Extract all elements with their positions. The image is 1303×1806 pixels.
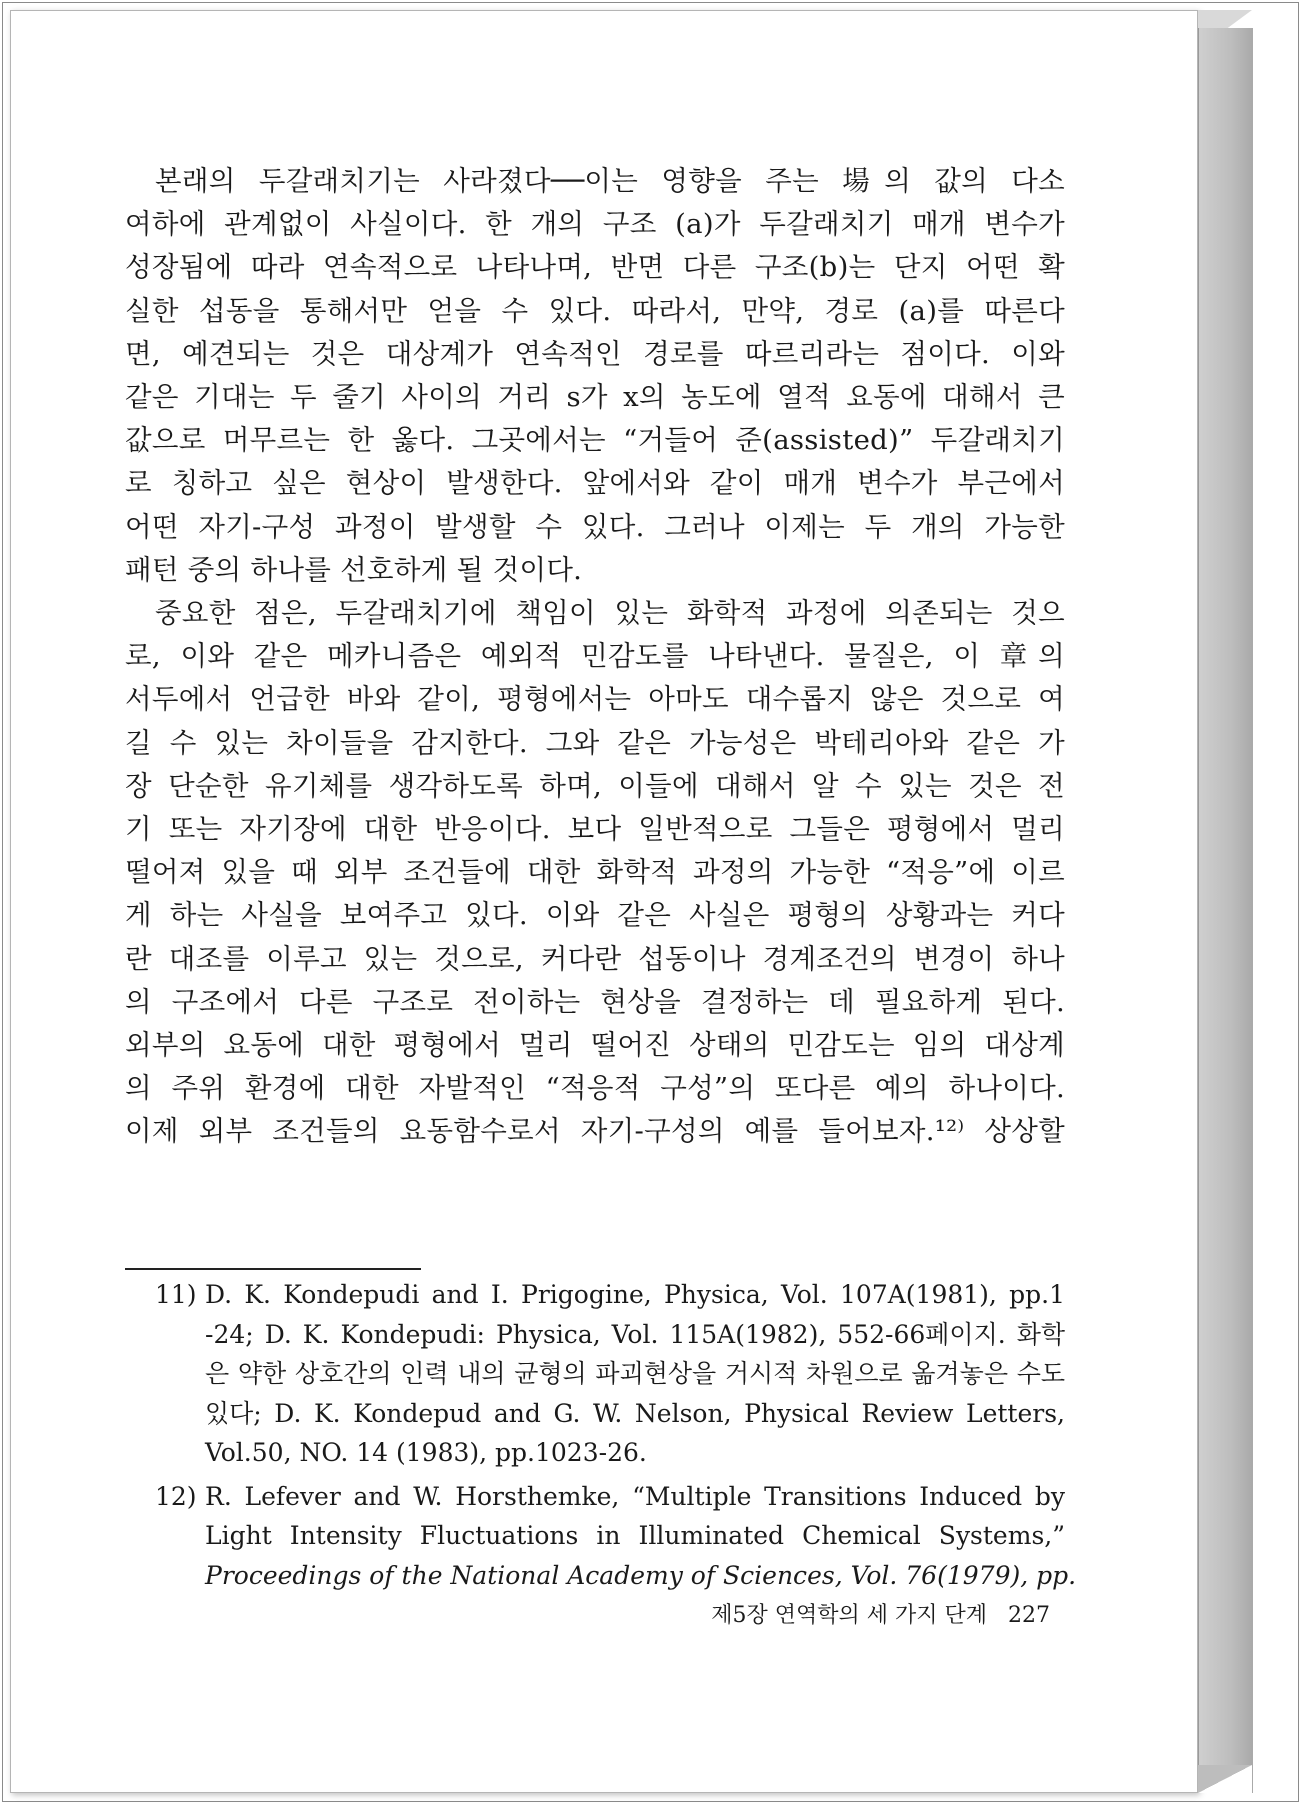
footnote-line: Light Intensity Fluctuations in Illuminated Chemical Systems,”	[205, 1521, 1065, 1550]
text-line: 서두에서 언급한 바와 같이, 평형에서는 아마도 대수롭지 않은 것으로 여	[125, 683, 1065, 716]
footnote-number: 12)	[155, 1481, 197, 1511]
text-line: 같은 기대는 두 줄기 사이의 거리 s가 x의 농도에 열적 요동에 대해서 큰	[125, 381, 1065, 414]
text-line: 외부의 요동에 대한 평형에서 멀리 떨어진 상태의 민감도는 임의 대상계	[125, 1029, 1065, 1062]
text-line: 패턴 중의 하나를 선호하게 될 것이다.	[125, 553, 583, 586]
footnotes	[125, 1275, 1077, 1599]
footnote-line: 있다; D. K. Kondepud and G. W. Nelson, Physical Review Letters,	[205, 1398, 1065, 1428]
paragraph-2	[125, 592, 1065, 1154]
footnote-line: D. K. Kondepudi and I. Prigogine, Physica, Vol. 107A(1981), pp.1	[205, 1280, 1065, 1309]
text-line: 어떤 자기-구성 과정이 발생할 수 있다. 그러나 이제는 두 개의 가능한	[125, 510, 1065, 543]
text-line: 값으로 머무르는 한 옳다. 그곳에서는 “거들어 준(assisted)” 두갈래치기	[125, 424, 1065, 457]
text-line: 이제 외부 조건들의 요동함수로서 자기-구성의 예를 들어보자.¹²⁾ 상상할	[125, 1115, 1065, 1148]
text-line: 장 단순한 유기체를 생각하도록 하며, 이들에 대해서 알 수 있는 것은 전	[125, 769, 1065, 802]
text-line: 실한 섭동을 통해서만 얻을 수 있다. 따라서, 만약, 경로 (a)를 따른다	[125, 294, 1065, 327]
book-edge	[1198, 28, 1253, 1793]
text-line: 면, 예견되는 것은 대상계가 연속적인 경로를 따르리라는 점이다. 이와	[125, 337, 1065, 370]
text-line: 떨어져 있을 때 외부 조건들에 대한 화학적 과정의 가능한 “적응”에 이르	[125, 856, 1065, 889]
footnote-12	[125, 1477, 1077, 1596]
footnote-line: Vol.50, NO. 14 (1983), pp.1023-26.	[205, 1438, 647, 1467]
page-number: 227	[1008, 1603, 1050, 1628]
footnote-line: -24; D. K. Kondepudi: Physica, Vol. 115A(1982), 552-66페이지. 화학	[205, 1319, 1065, 1349]
text-line: 본래의 두갈래치기는 사라졌다──이는 영향을 주는 場의 값의 다소	[155, 165, 1065, 197]
book-edge-bottom	[1198, 1765, 1252, 1793]
page-footer	[640, 1598, 1050, 1629]
text-line: 의 주위 환경에 대한 자발적인 “적응적 구성”의 또다른 예의 하나이다.	[125, 1072, 1066, 1105]
footnote-line: 은 약한 상호간의 인력 내의 균형의 파괴현상을 거시적 차원으로 옮겨놓은 수도	[205, 1359, 1065, 1388]
paragraph-1	[125, 160, 1065, 592]
footnote-number: 11)	[155, 1280, 197, 1309]
text-line: 로, 이와 같은 메카니즘은 예외적 민감도를 나타낸다. 물질은, 이 章의	[125, 640, 1065, 673]
text-line: 의 구조에서 다른 구조로 전이하는 현상을 결정하는 데 필요하게 된다.	[125, 985, 1065, 1018]
footnote-separator	[125, 1268, 421, 1270]
text-line: 란 대조를 이루고 있는 것으로, 커다란 섭동이나 경계조건의 변경이 하나	[125, 942, 1065, 975]
text-line: 로 칭하고 싶은 현상이 발생한다. 앞에서와 같이 매개 변수가 부근에서	[125, 467, 1065, 500]
text-line: 여하에 관계없이 사실이다. 한 개의 구조 (a)가 두갈래치기 매개 변수가	[125, 208, 1065, 241]
main-text	[125, 160, 1065, 1154]
footnote-line: R. Lefever and W. Horsthemke, “Multiple Transitions Induced by	[205, 1481, 1065, 1511]
footnote-11	[125, 1275, 1065, 1473]
text-line: 성장됨에 따라 연속적으로 나타나며, 반면 다른 구조(b)는 단지 어떤 확	[125, 251, 1065, 284]
text-line: 중요한 점은, 두갈래치기에 책임이 있는 화학적 과정에 의존되는 것으	[155, 597, 1065, 630]
footnote-line: Proceedings of the National Academy of Sciences, Vol. 76(1979), pp.	[205, 1560, 1077, 1590]
running-head-chapter: 제5장 연역학의 세 가지 단계	[711, 1603, 987, 1628]
text-line: 게 하는 사실을 보여주고 있다. 이와 같은 사실은 평형의 상황과는 커다	[125, 899, 1065, 932]
text-line: 길 수 있는 차이들을 감지한다. 그와 같은 가능성은 박테리아와 같은 가	[125, 726, 1065, 759]
text-line: 기 또는 자기장에 대한 반응이다. 보다 일반적으로 그들은 평형에서 멀리	[125, 813, 1065, 846]
